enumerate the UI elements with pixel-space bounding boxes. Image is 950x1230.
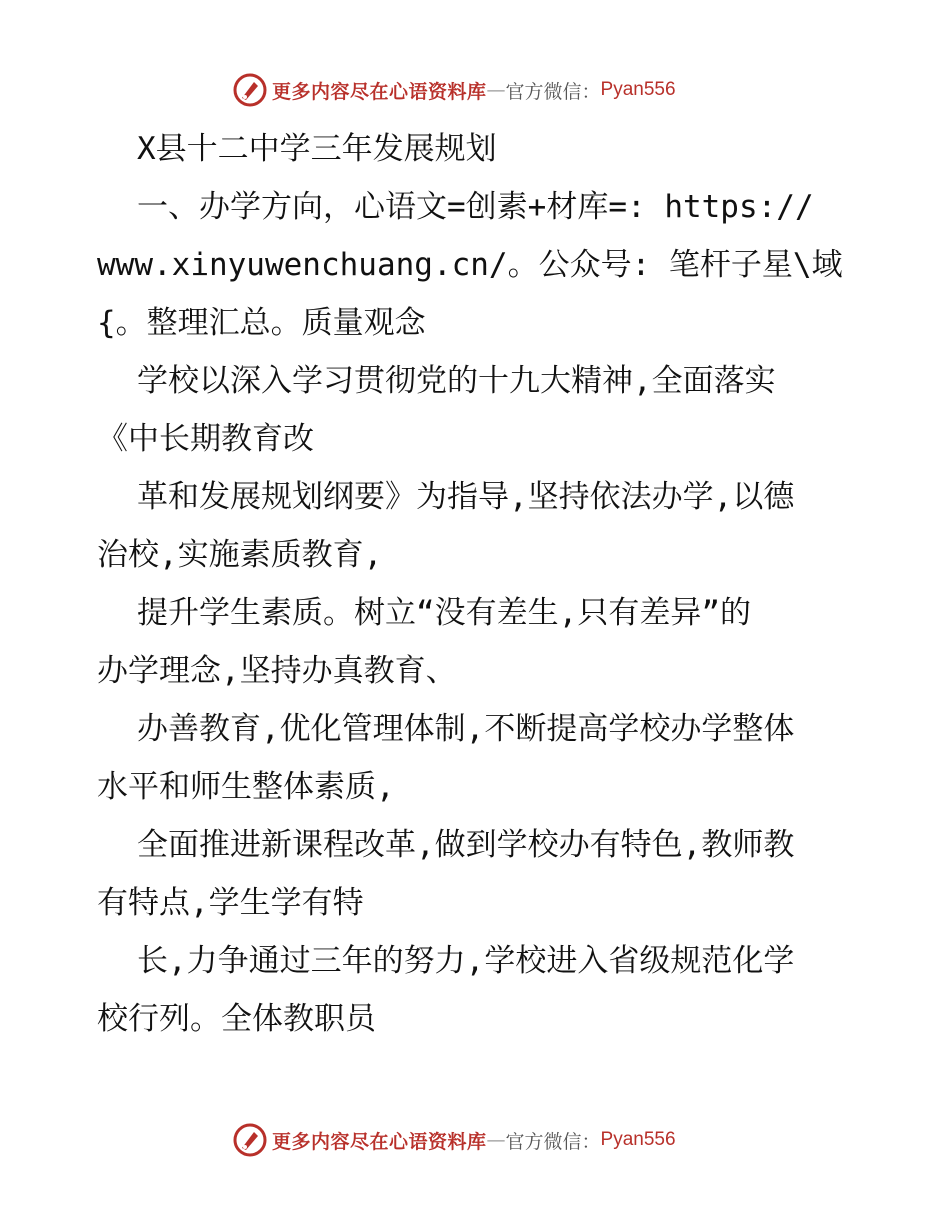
document-title: X县十二中学三年发展规划 [137, 131, 497, 167]
text-line: {。整理汇总。质量观念 [97, 305, 426, 341]
header-watermark [232, 70, 676, 110]
watermark-handle: Pyan556 [600, 1129, 676, 1150]
text-line: 办善教育,优化管理体制,不断提高学校办学整体 [137, 711, 795, 747]
text-line: 治校,实施素质教育, [97, 537, 383, 573]
watermark-sub-text: 官方微信： [505, 80, 601, 103]
text-line: 长,力争通过三年的努力,学校进入省级规范化学 [137, 943, 795, 979]
text-line: 办学理念,坚持办真教育、 [97, 653, 457, 689]
watermark-dash: — [486, 79, 506, 101]
pen-nib-logo-icon [232, 1122, 268, 1158]
text-line: 提升学生素质。树立“没有差生,只有差异”的 [137, 595, 751, 631]
text-line: 《中长期教育改 [97, 421, 314, 457]
watermark-main-text: 更多内容尽在心语资料库 [272, 1130, 487, 1153]
text-line: www.xinyuwenchuang.cn/。公众号: 笔杆子星\域 [97, 247, 843, 283]
text-line: 校行列。全体教职员 [97, 1001, 376, 1037]
watermark-dash: — [486, 1129, 506, 1151]
watermark-sub-text: 官方微信： [505, 1130, 601, 1153]
footer-watermark [232, 1120, 676, 1160]
text-line: 水平和师生整体素质, [97, 769, 395, 805]
document-body [97, 120, 857, 1048]
text-line: 一、办学方向，心语文=创素+材库=: https:// [137, 189, 814, 225]
watermark-handle: Pyan556 [600, 79, 676, 100]
text-line: 有特点,学生学有特 [97, 885, 364, 921]
text-line: 革和发展规划纲要》为指导,坚持依法办学,以德 [137, 479, 795, 515]
watermark-main-text: 更多内容尽在心语资料库 [272, 80, 487, 103]
text-line: 全面推进新课程改革,做到学校办有特色,教师教 [137, 827, 795, 863]
text-line: 学校以深入学习贯彻党的十九大精神,全面落实 [137, 363, 776, 399]
pen-nib-logo-icon [232, 72, 268, 108]
